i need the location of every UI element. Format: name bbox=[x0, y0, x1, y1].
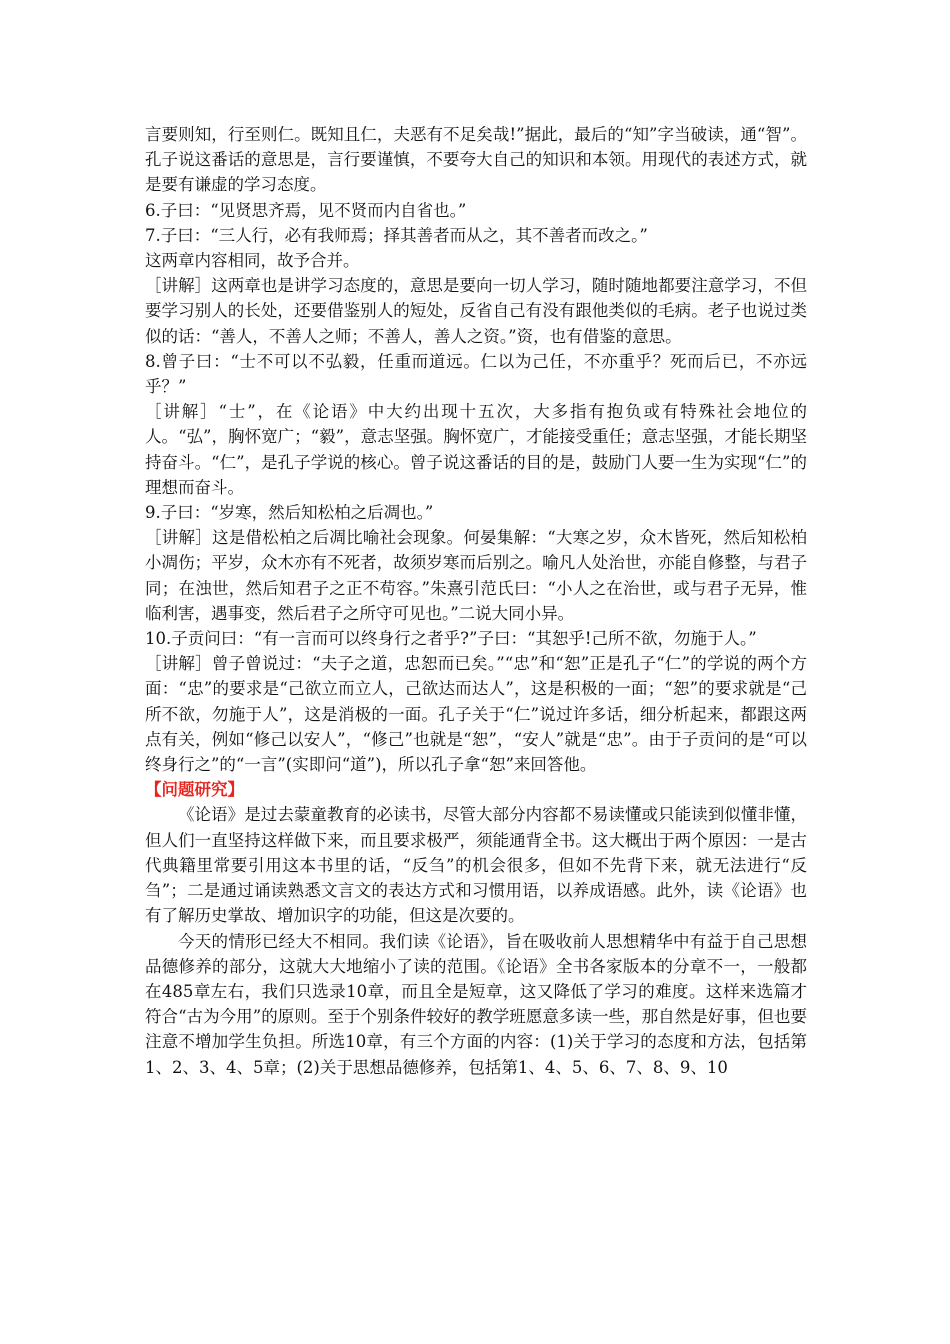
merge-note: 这两章内容相同，故予合并。 bbox=[145, 251, 360, 271]
paragraph-continuation: 言要则知，行至则仁。既知且仁，夫恶有不足矣哉!”据此，最后的“知”字当破读，通“智”。孔子说这番话的意思是，言行要谨慎，不要夸大自己的知识和本领。用现代的表述方式，就是要有谦虚的学习态度。 bbox=[145, 125, 807, 195]
chapter-10-text: 10.子贡问曰：“有一言而可以终身行之者乎?”子曰：“其恕乎!己所不欲，勿施于人。” bbox=[145, 629, 757, 649]
research-paragraph-2: 今天的情形已经大不相同。我们读《论语》，旨在吸收前人思想精华中有益于自己思想品德修养的部分，这就大大地缩小了读的范围。《论语》全书各家版本的分章不一，一般都在485章左右，我们只选录10章，而且全是短章，这又降低了学习的难度。这样来选篇才符合“古为今用”的原则。至于个别条件较好的教学班愿意多读一些，那自然是好事，但也要注意不增加学生负担。所选10章，有三个方面的内容：(1)关于学习的态度和方法，包括第1、2、3、4、5章；(2)关于思想品德修养，包括第1、4、5、6、7、8、9、10 bbox=[145, 931, 807, 1077]
chapter-9-text: 9.子曰：“岁寒，然后知松柏之后凋也。” bbox=[145, 503, 434, 523]
section-heading-research: 【问题研究】 bbox=[145, 780, 244, 800]
explanation-10: ［讲解］曾子曾说过：“夫子之道，忠恕而已矣。”“忠”和“恕”正是孔子“仁”的学说的两个方面：“忠”的要求是“己欲立而立人，己欲达而达人”，这是积极的一面；“恕”的要求就是“己所不欲，勿施于人”，这是消极的一面。孔子关于“仁”说过许多话，细分析起来，都跟这两点有关，例如“修己以安人”，“修己”也就是“恕”，“安人”就是“忠”。由于子贡问的是“可以终身行之”的“一言”(实即问“道”)，所以孔子拿“恕”来回答他。 bbox=[145, 654, 807, 775]
document-page bbox=[145, 122, 807, 1080]
explanation-8: ［讲解］“士”，在《论语》中大约出现十五次，大多指有抱负或有特殊社会地位的人。“弘”，胸怀宽广；“毅”，意志坚强。胸怀宽广，才能接受重任；意志坚强，才能长期坚持奋斗。“仁”，是孔子学说的核心。曾子说这番话的目的是，鼓励门人要一生为实现“仁”的理想而奋斗。 bbox=[145, 402, 807, 497]
chapter-6-text: 6.子曰：“见贤思齐焉，见不贤而内自省也。” bbox=[145, 200, 467, 220]
chapter-8-text: 8.曾子曰：“士不可以不弘毅，任重而道远。仁以为己任，不亦重乎？死而后已，不亦远乎？” bbox=[145, 351, 807, 397]
explanation-6-7: ［讲解］这两章也是讲学习态度的，意思是要向一切人学习，随时随地都要注意学习，不但要学习别人的长处，还要借鉴别人的短处，反省自己有没有跟他类似的毛病。老子也说过类似的话：“善人，不善人之师；不善人，善人之资。”资，也有借鉴的意思。 bbox=[145, 276, 807, 346]
research-paragraph-1: 《论语》是过去蒙童教育的必读书，尽管大部分内容都不易读懂或只能读到似懂非懂，但人们一直坚持这样做下来，而且要求极严，须能通背全书。这大概出于两个原因：一是古代典籍里常要引用这本书里的话，“反刍”的机会很多，但如不先背下来，就无法进行“反刍”；二是通过诵读熟悉文言文的表达方式和习惯用语，以养成语感。此外，读《论语》也有了解历史掌故、增加识字的功能，但这是次要的。 bbox=[145, 805, 807, 926]
chapter-7-text: 7.子曰：“三人行，必有我师焉；择其善者而从之，其不善者而改之。” bbox=[145, 225, 648, 245]
explanation-9: ［讲解］这是借松柏之后凋比喻社会现象。何晏集解：“大寒之岁，众木皆死，然后知松柏小凋伤；平岁，众木亦有不死者，故须岁寒而后别之。喻凡人处治世，亦能自修整，与君子同；在浊世，然后知君子之正不苟容。”朱熹引范氏曰：“小人之在治世，或与君子无异，惟临利害，遇事变，然后君子之所守可见也。”二说大同小异。 bbox=[145, 528, 807, 623]
